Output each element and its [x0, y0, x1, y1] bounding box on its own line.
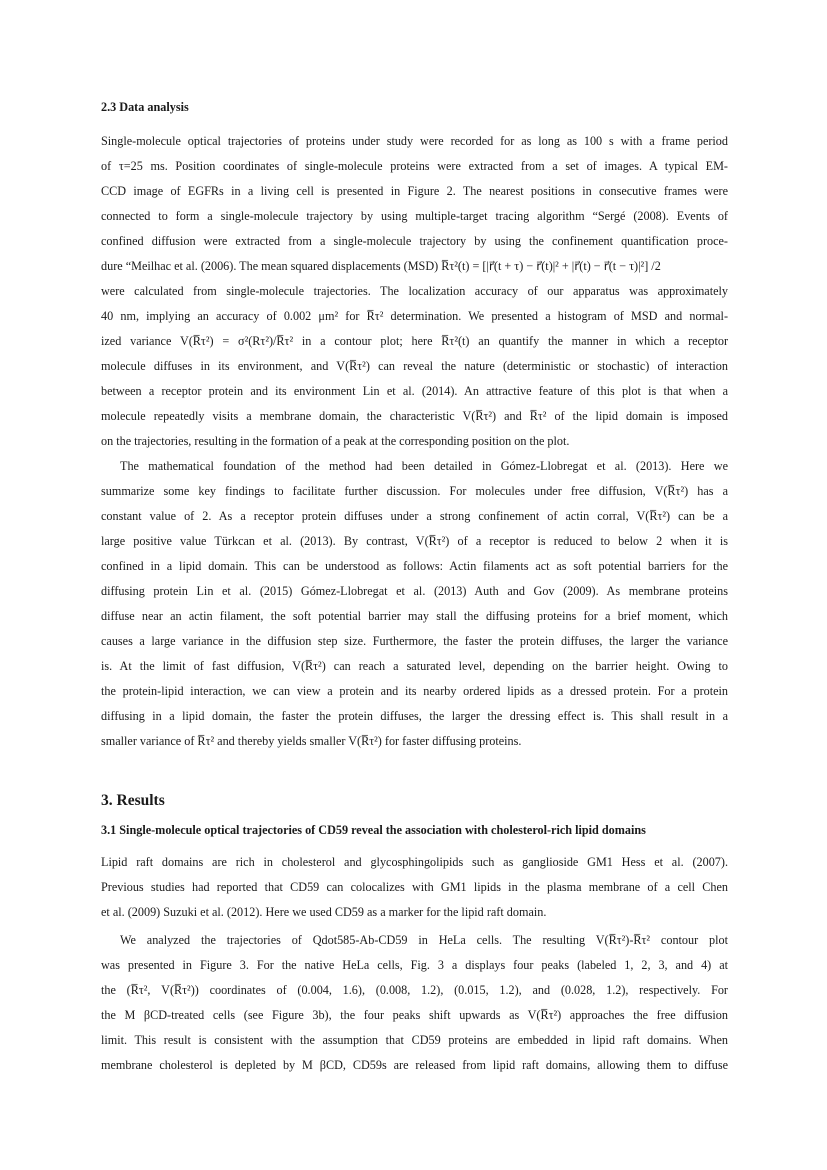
text-line: molecule repeatedly visits a membrane domain, the characteristic V(R̅τ²) and R̅τ² of the lipid domain is imposed [101, 409, 728, 423]
text-line: diffusing protein Lin et al. (2015) Gómez-Llobregat et al. (2013) Auth and Gov (2009). As membrane proteins [101, 584, 728, 598]
section-2-3-title: 2.3 Data analysis [101, 100, 189, 114]
text-line: diffuse near an actin filament, the soft potential barrier may stall the diffusing proteins for a brief moment, which [101, 609, 728, 623]
text-line: Single-molecule optical trajectories of proteins under study were recorded for as long as 100 s with a frame period [101, 134, 728, 148]
text-line: ized variance V(R̅τ²) = σ²(Rτ²)/R̅τ² in a contour plot; here R̅τ²(t) an quantify the manner in which a receptor [101, 334, 728, 348]
text-line: The mathematical foundation of the method had been detailed in Gómez-Llobregat et al. (2013). Here we [120, 459, 728, 473]
text-line: CCD image of EGFRs in a living cell is presented in Figure 2. The nearest positions in consecutive frames were [101, 184, 728, 198]
text-line: the M βCD-treated cells (see Figure 3b), the four peaks shift upwards as V(R̅τ²) approaches the free diffusion [101, 1008, 728, 1022]
text-line: Previous studies had reported that CD59 can colocalizes with GM1 lipids in the plasma membrane of a cell Chen [101, 880, 728, 894]
section-3-title: 3. Results [101, 792, 165, 809]
section-3-1-paragraph-2 [101, 928, 728, 1078]
section-3-1-title: 3.1 Single-molecule optical trajectories of CD59 reveal the association with cholesterol-rich lipid domains [101, 823, 646, 837]
text-line: confined in a lipid domain. This can be understood as follows: Actin filaments act as soft potential barriers for the [101, 559, 728, 573]
text-line: the protein-lipid interaction, we can view a protein and its nearby ordered lipids as a dressed protein. For a protein [101, 684, 728, 698]
text-line: constant value of 2. As a receptor protein diffuses under a strong confinement of actin corral, V(R̅τ²) can be a [101, 509, 728, 523]
text-line: connected to form a single-molecule trajectory by using multiple-target tracing algorithm “Sergé (2008). Events of [101, 209, 728, 223]
text-line: We analyzed the trajectories of Qdot585-Ab-CD59 in HeLa cells. The resulting V(R̅τ²)-R̅τ² contour plot [120, 933, 728, 947]
text-line: the (R̅τ², V(R̅τ²)) coordinates of (0.004, 1.6), (0.008, 1.2), (0.015, 1.2), and (0.028, 1.2), respectively. For [101, 983, 728, 997]
text-line: diffusing in a lipid domain, the faster the protein diffuses, the larger the dressing effect is. This shall result in a [101, 709, 728, 723]
text-line: of τ=25 ms. Position coordinates of single-molecule proteins were extracted from a set of images. A typical EM- [101, 159, 728, 173]
text-line: were calculated from single-molecule trajectories. The localization accuracy of our apparatus was approximately [101, 284, 728, 298]
text-line: summarize some key findings to facilitate further discussion. For molecules under free diffusion, V(R̅τ²) has a [101, 484, 728, 498]
text-line: membrane cholesterol is depleted by M βCD, CD59s are released from lipid raft domains, allowing them to diffuse [101, 1058, 728, 1072]
text-line: causes a large variance in the diffusion step size. Furthermore, the faster the protein diffuses, the larger the variance [101, 634, 728, 648]
text-line: Lipid raft domains are rich in cholesterol and glycosphingolipids such as ganglioside GM1 Hess et al. (2007). [101, 855, 728, 869]
section-2-3-paragraph-1 [101, 129, 728, 454]
text-line: smaller variance of R̅τ² and thereby yields smaller V(R̅τ²) for faster diffusing proteins. [101, 734, 522, 748]
text-line: 40 nm, implying an accuracy of 0.002 μm² for R̅τ² determination. We presented a histogram of MSD and normal- [101, 309, 728, 323]
section-2-3-paragraph-2 [101, 454, 728, 754]
text-line: et al. (2009) Suzuki et al. (2012). Here we used CD59 as a marker for the lipid raft domain. [101, 905, 547, 919]
text-line: on the trajectories, resulting in the formation of a peak at the corresponding position on the plot. [101, 434, 570, 448]
text-line: was presented in Figure 3. For the native HeLa cells, Fig. 3 a displays four peaks (labeled 1, 2, 3, and 4) at [101, 958, 728, 972]
text-line: large positive value Türkcan et al. (2013). By contrast, V(R̅τ²) of a receptor is reduced to below 2 when it is [101, 534, 728, 548]
text-line: between a receptor protein and its environment Lin et al. (2014). An attractive feature of this plot is that when a [101, 384, 728, 398]
text-line: limit. This result is consistent with the assumption that CD59 proteins are embedded in lipid raft domains. When [101, 1033, 728, 1047]
text-line: confined diffusion were extracted from a single-molecule trajectory by using the confinement quantification proce- [101, 234, 728, 248]
text-line-with-equation: dure “Meilhac et al. (2006). The mean squared displacements (MSD) R̅τ²(t) = [|r⃗(t + τ) − r⃗(t)|² + |r⃗(t) − r⃗(t − τ)|²] /2 [101, 259, 661, 273]
section-3-1-paragraph-1 [101, 850, 728, 925]
text-line: is. At the limit of fast diffusion, V(R̅τ²) can reach a saturated level, depending on the barrier height. Owing to [101, 659, 728, 673]
text-line: molecule diffuses in its environment, and V(R̅τ²) can reveal the nature (deterministic or stochastic) of interaction [101, 359, 728, 373]
